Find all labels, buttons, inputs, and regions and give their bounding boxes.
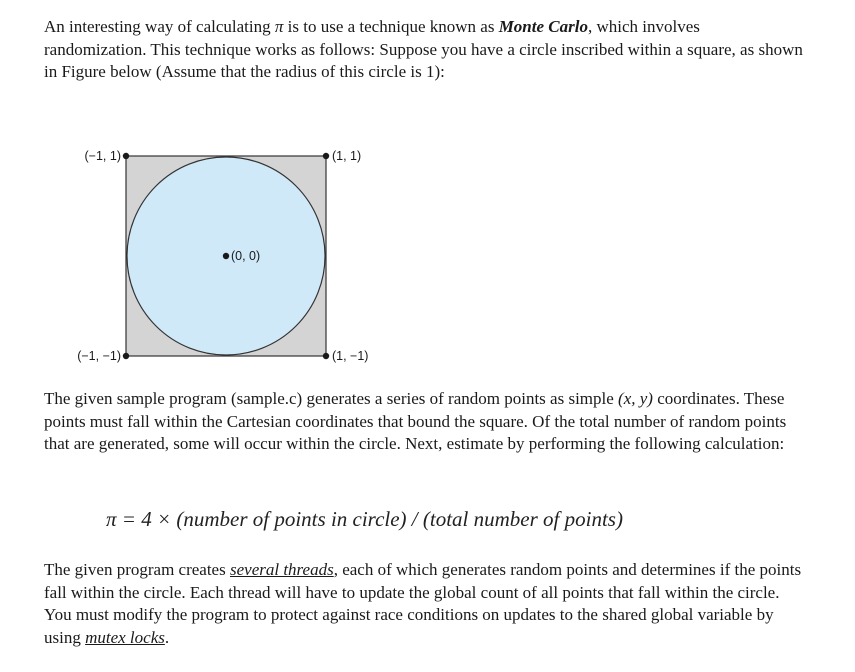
pi-symbol: π <box>274 17 284 36</box>
intro-paragraph <box>44 16 804 84</box>
point-top-left <box>123 153 129 159</box>
label-bottom-left: (−1, −1) <box>77 349 121 363</box>
threads-paragraph <box>44 559 804 649</box>
sample-paragraph <box>44 388 804 456</box>
point-bottom-left <box>123 353 129 359</box>
several-threads-link[interactable]: several threads <box>229 560 334 579</box>
threads-text-3: . <box>164 627 170 647</box>
technique-name: Monte Carlo <box>498 17 588 36</box>
point-center <box>223 253 229 259</box>
sample-text-2: coordinates. These points must fall within the Cartesian coordinates that bound the square. Of the total number of random points that are generated, some will occur within the circle. Next, estimate by performing the following calculation: <box>44 389 787 453</box>
label-bottom-right: (1, −1) <box>332 349 369 363</box>
pi-formula: π = 4 × (number of points in circle) / (total number of points) <box>106 507 623 531</box>
coords-text: (x, y) <box>618 389 653 408</box>
label-top-left: (−1, 1) <box>84 149 121 163</box>
mutex-locks-link[interactable]: mutex locks <box>85 627 165 647</box>
threads-text-1: The given program creates <box>44 560 230 579</box>
label-center: (0, 0) <box>231 249 261 263</box>
intro-text-3: , which involves randomization. This technique works as follows: Suppose you have a circle inscribed within a square, as shown in Figure below (Assume that the radius of this circle is 1): <box>44 17 803 81</box>
circle-in-square-figure <box>50 146 410 374</box>
point-top-right <box>323 153 329 159</box>
label-top-right: (1, 1) <box>332 149 362 163</box>
threads-text-2: , each of which generates random points and determines if the points fall within the circle. Each thread will have to update the global count of all points that fall within the circle. You must modify the program to protect against race conditions on updates to the shared global variable by using <box>44 560 802 647</box>
intro-text-2: is to use a technique known as <box>283 17 499 36</box>
figure-svg <box>50 146 410 374</box>
sample-text-1: The given sample program (sample.c) generates a series of random points as simple <box>44 389 619 408</box>
point-bottom-right <box>323 353 329 359</box>
intro-text-1: An interesting way of calculating <box>44 17 275 36</box>
